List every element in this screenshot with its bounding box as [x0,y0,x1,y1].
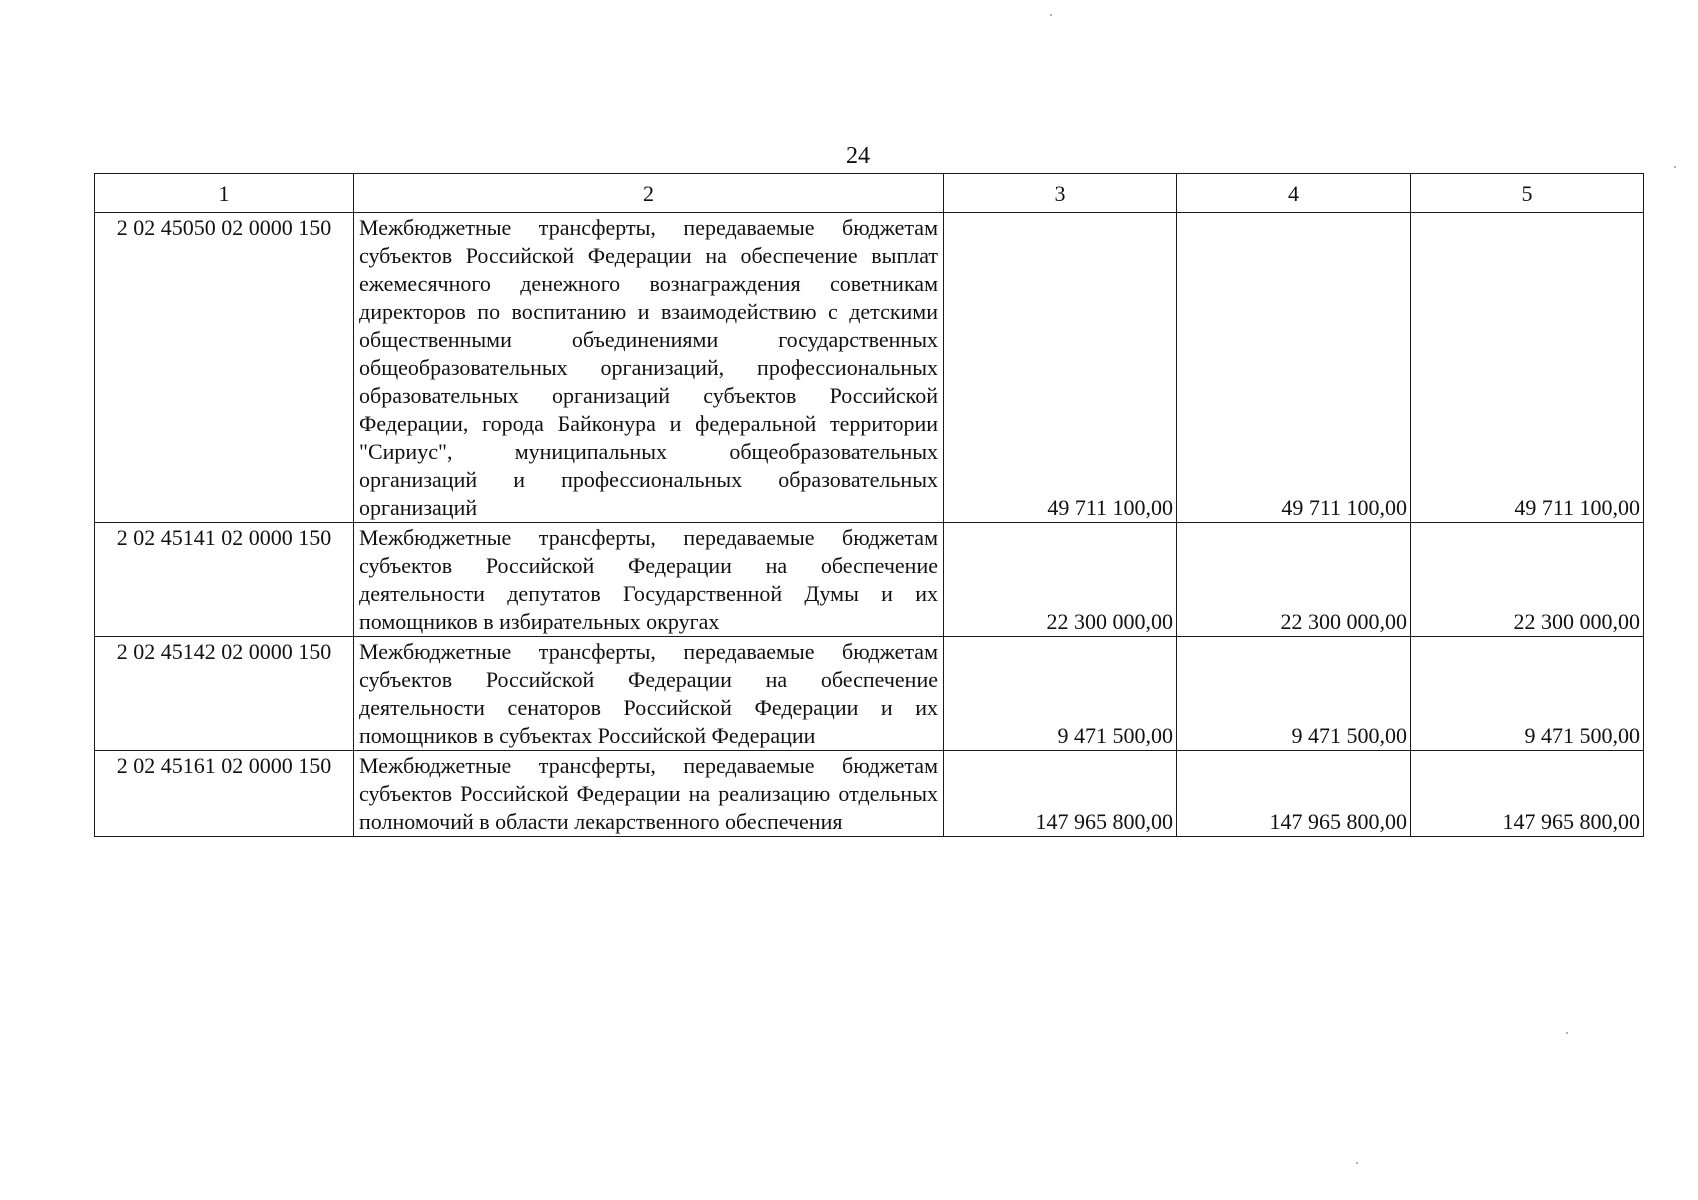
description-cell: Межбюджетные трансферты, передаваемые бюджетам субъектов Российской Федерации на реализацию отдельных полномочий в области лекарственного обеспечения [354,751,944,837]
table-row [95,637,1644,751]
budget-code-cell: 2 02 45141 02 0000 150 [95,523,354,637]
table-header-row [95,174,1644,213]
amount-cell-col3: 22 300 000,00 [944,523,1177,637]
column-header-5: 5 [1411,174,1644,213]
column-header-4: 4 [1177,174,1411,213]
scan-speck [1356,1162,1358,1164]
amount-cell-col5: 22 300 000,00 [1411,523,1644,637]
budget-code-cell: 2 02 45161 02 0000 150 [95,751,354,837]
amount-cell-col5: 9 471 500,00 [1411,637,1644,751]
column-header-3: 3 [944,174,1177,213]
description-cell: Межбюджетные трансферты, передаваемые бюджетам субъектов Российской Федерации на обеспечение деятельности сенаторов Российской Федерации и их помощников в субъектах Российской Федерации [354,637,944,751]
amount-cell-col4: 147 965 800,00 [1177,751,1411,837]
amount-cell-col5: 49 711 100,00 [1411,213,1644,523]
amount-cell-col4: 49 711 100,00 [1177,213,1411,523]
scan-speck [1566,1032,1568,1034]
budget-code-cell: 2 02 45050 02 0000 150 [95,213,354,523]
page-number: 24 [846,143,870,169]
budget-table [94,173,1644,837]
table-row [95,523,1644,637]
column-header-2: 2 [354,174,944,213]
description-cell: Межбюджетные трансферты, передаваемые бюджетам субъектов Российской Федерации на обеспечение выплат ежемесячного денежного вознаграждения советникам директоров по воспитанию и взаимодействию с детскими общественными объединениями государственных общеобразовательных организаций, профессиональных образовательных организаций субъектов Российской Федерации, города Байконура и федеральной территории "Сириус", муниципальных общеобразовательных организаций и профессиональных образовательных организаций [354,213,944,523]
amount-cell-col3: 9 471 500,00 [944,637,1177,751]
amount-cell-col5: 147 965 800,00 [1411,751,1644,837]
scan-speck [1050,14,1052,16]
column-header-1: 1 [95,174,354,213]
budget-code-cell: 2 02 45142 02 0000 150 [95,637,354,751]
description-cell: Межбюджетные трансферты, передаваемые бюджетам субъектов Российской Федерации на обеспечение деятельности депутатов Государственной Думы и их помощников в избирательных округах [354,523,944,637]
amount-cell-col4: 9 471 500,00 [1177,637,1411,751]
table-row [95,751,1644,837]
amount-cell-col3: 147 965 800,00 [944,751,1177,837]
scan-speck [1674,166,1676,168]
amount-cell-col3: 49 711 100,00 [944,213,1177,523]
amount-cell-col4: 22 300 000,00 [1177,523,1411,637]
table-row [95,213,1644,523]
